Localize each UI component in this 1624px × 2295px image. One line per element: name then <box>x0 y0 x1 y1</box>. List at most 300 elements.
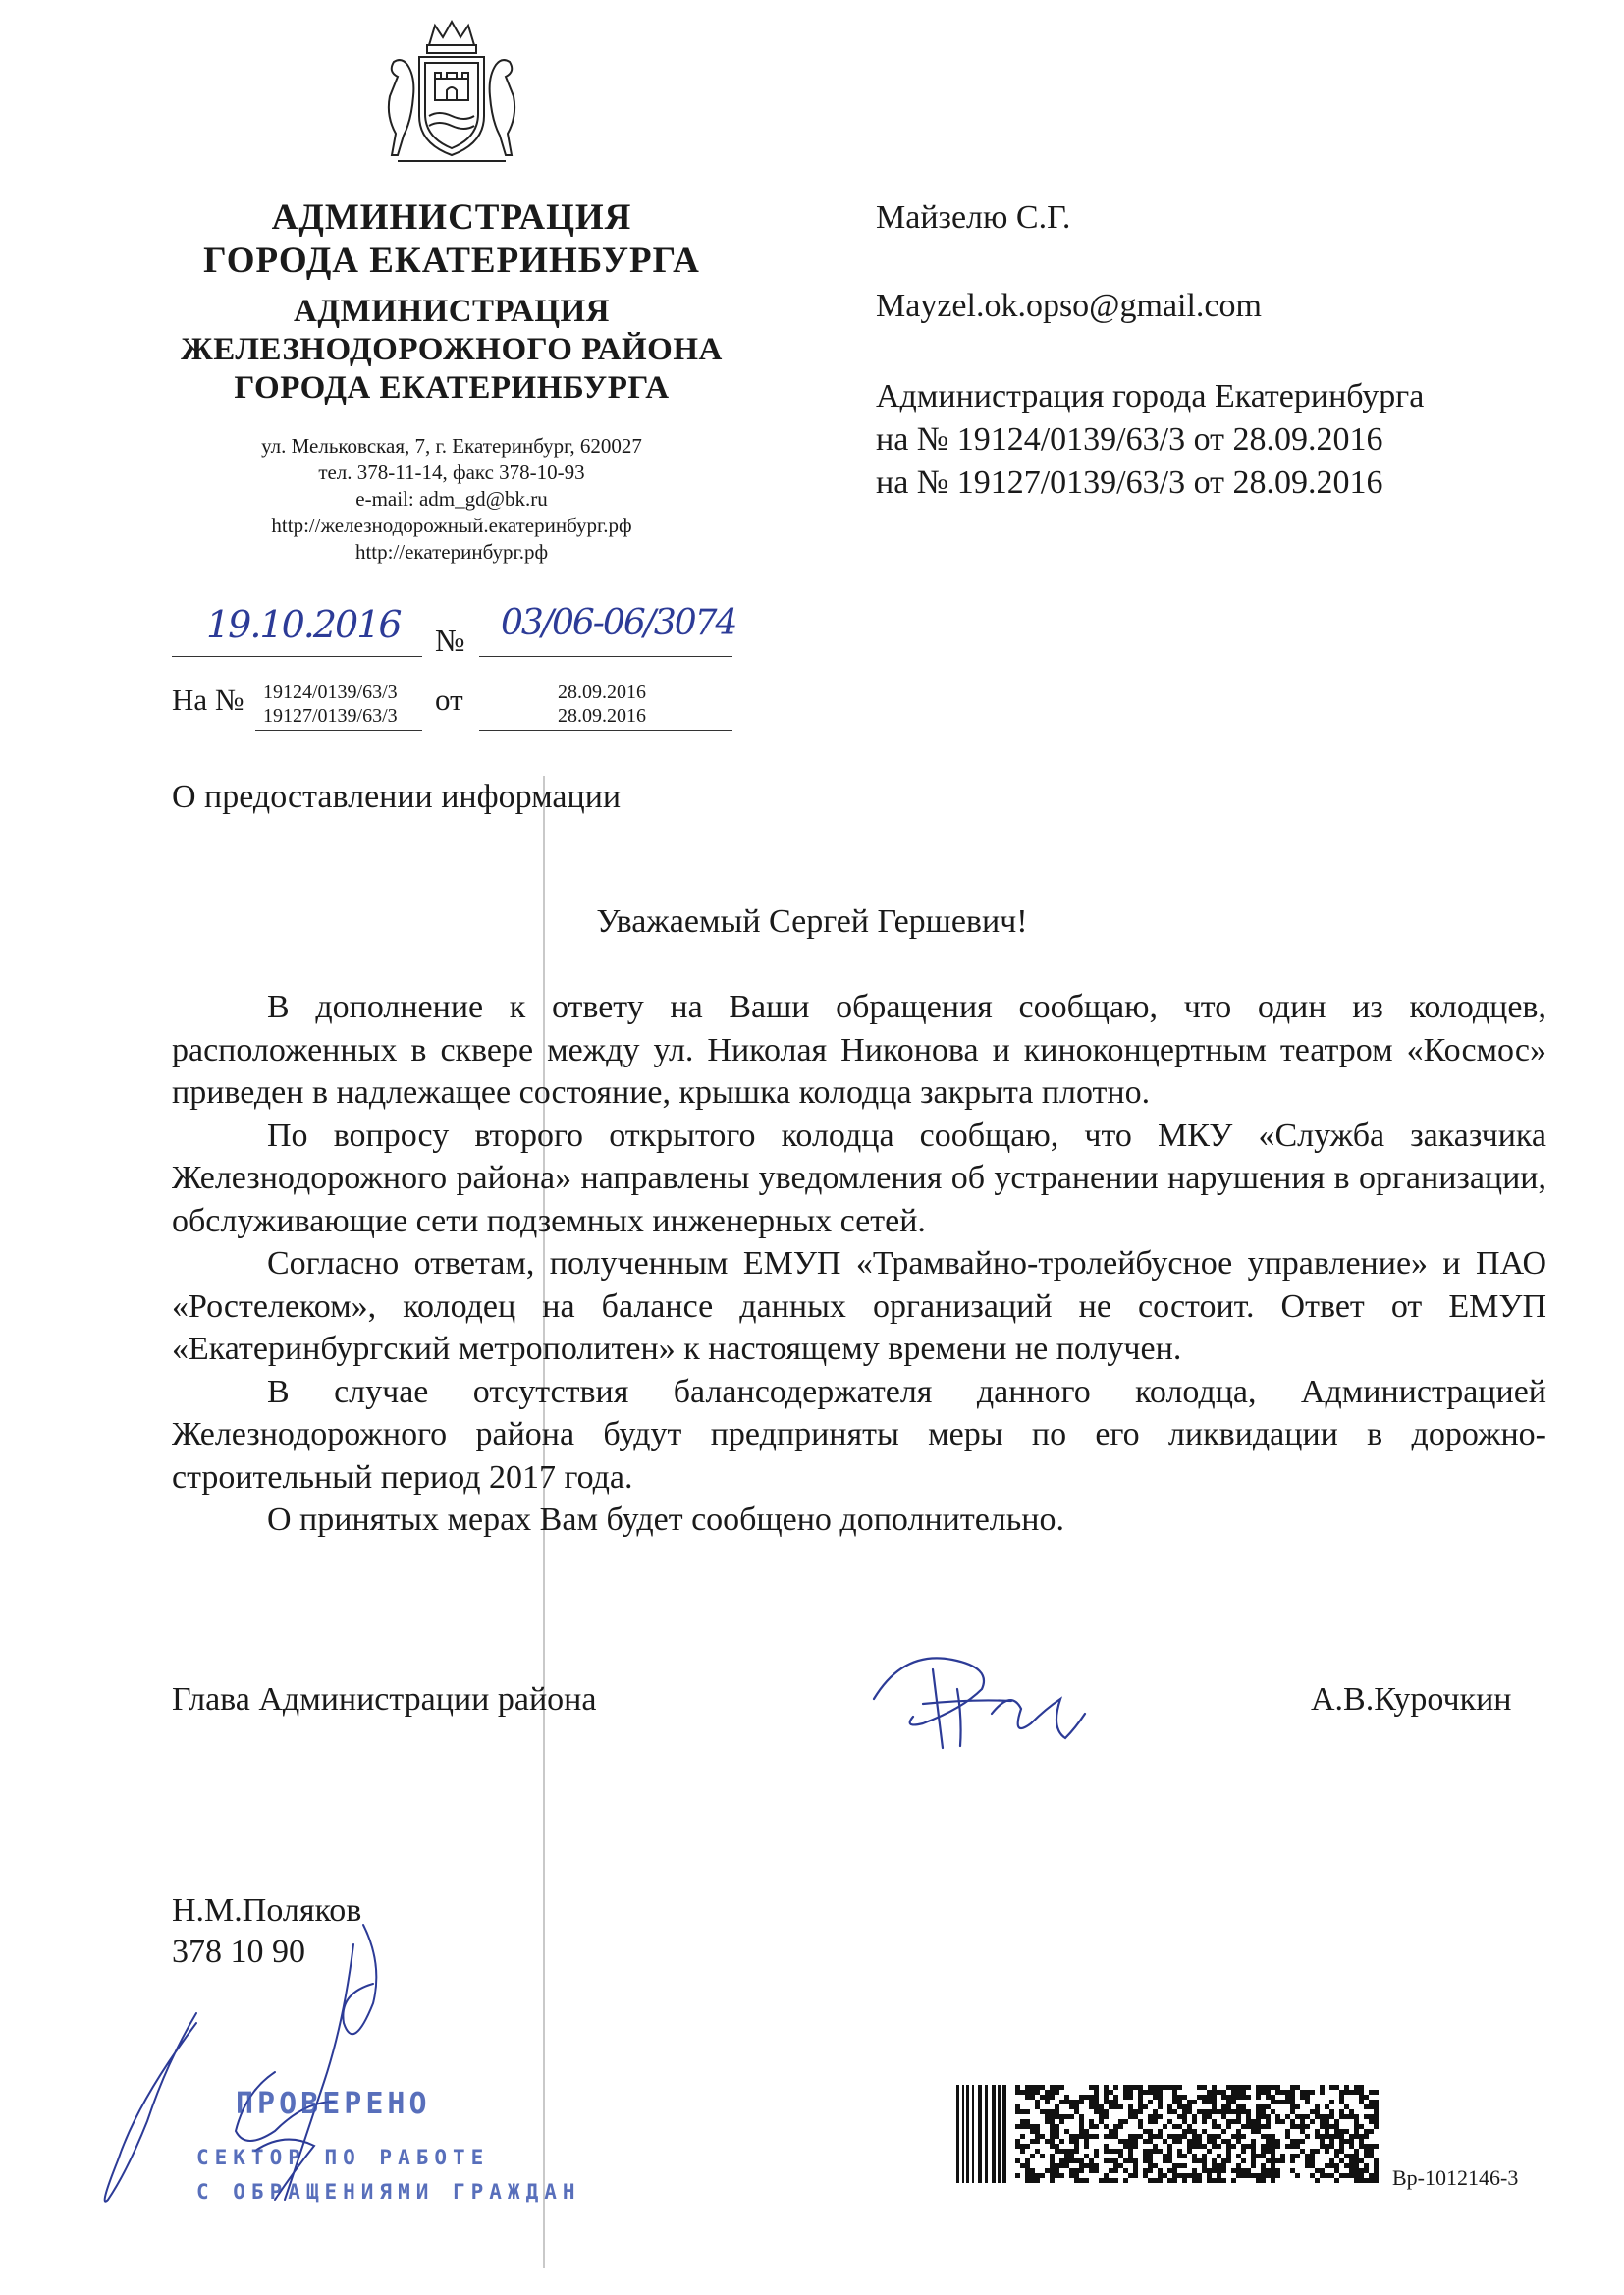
org-name-line1: АДМИНИСТРАЦИЯ <box>271 197 632 238</box>
barcode-module <box>1187 2173 1192 2178</box>
barcode-module <box>1325 2134 1329 2139</box>
barcode-module <box>1153 2178 1158 2183</box>
barcode-module <box>1197 2158 1202 2163</box>
barcode-module <box>1099 2114 1104 2119</box>
barcode-module <box>1212 2104 1217 2109</box>
barcode-module <box>1329 2163 1334 2168</box>
barcode-module <box>1128 2104 1133 2109</box>
barcode-module <box>1187 2109 1192 2114</box>
barcode-module <box>1050 2168 1055 2173</box>
barcode-module <box>1143 2139 1148 2144</box>
barcode-module <box>1113 2158 1118 2163</box>
barcode-module <box>1030 2168 1035 2173</box>
barcode-module <box>1246 2109 1251 2114</box>
barcode-module <box>1207 2173 1212 2178</box>
barcode-module <box>1212 2109 1217 2114</box>
barcode-module <box>1325 2173 1329 2178</box>
barcode-module <box>1374 2109 1379 2114</box>
barcode-module <box>1192 2119 1197 2124</box>
barcode-module <box>1212 2158 1217 2163</box>
barcode-module <box>1123 2119 1128 2124</box>
barcode-module <box>1310 2149 1315 2154</box>
barcode-module <box>1329 2109 1334 2114</box>
barcode-module <box>1212 2119 1217 2124</box>
barcode-module <box>1177 2104 1182 2109</box>
barcode-module <box>1261 2154 1266 2158</box>
barcode-module <box>1040 2095 1045 2100</box>
barcode-module <box>1025 2090 1030 2095</box>
barcode-module <box>1109 2134 1113 2139</box>
barcode-module <box>1275 2100 1280 2104</box>
barcode-module <box>1113 2163 1118 2168</box>
body-paragraph: Согласно ответам, полученным ЕМУП «Трамвайно-тролейбусное управление» и ПАО «Ростелеком», колодец на балансе данных организаций не состоит. Ответ от ЕМУП «Екатеринбургский метрополитен» к настоящему времени не получен. <box>172 1245 1546 1367</box>
barcode-module <box>1261 2090 1266 2095</box>
barcode-module <box>1369 2144 1374 2149</box>
barcode-module <box>1217 2163 1221 2168</box>
barcode-module <box>1089 2163 1094 2168</box>
barcode-module <box>1359 2173 1364 2178</box>
barcode-module <box>1094 2163 1099 2168</box>
barcode-module <box>1182 2109 1187 2114</box>
barcode-module <box>1354 2085 1359 2090</box>
stamp-line-1: ПРОВЕРЕНО <box>236 2087 431 2121</box>
barcode-module <box>1138 2095 1143 2100</box>
barcode-module <box>1354 2163 1359 2168</box>
barcode-module <box>1079 2100 1084 2104</box>
barcode-module <box>1015 2158 1020 2163</box>
barcode-module <box>1231 2119 1236 2124</box>
barcode-module <box>1290 2095 1295 2100</box>
barcode-module <box>1163 2124 1167 2129</box>
barcode-module <box>1055 2144 1059 2149</box>
barcode-module <box>1217 2178 1221 2183</box>
barcode-module <box>1148 2114 1153 2119</box>
barcode-module <box>1167 2158 1172 2163</box>
barcode-module <box>1138 2134 1143 2139</box>
barcode-module <box>1354 2119 1359 2124</box>
barcode-bar <box>978 2085 982 2183</box>
barcode-module <box>1035 2173 1040 2178</box>
in-reply-label: На № <box>172 683 244 717</box>
letterhead-site-1: http://железнодорожный.екатеринбург.рф <box>271 514 632 537</box>
barcode-module <box>1104 2149 1109 2154</box>
barcode-module <box>1118 2119 1123 2124</box>
barcode-module <box>1055 2085 1059 2090</box>
barcode-module <box>1231 2134 1236 2139</box>
barcode-module <box>1104 2173 1109 2178</box>
barcode-module <box>1256 2178 1261 2183</box>
body-paragraph: В случае отсутствия балансодержателя данного колодца, Администрацией Железнодорожного района будут предприняты меры по его ликвидации в дорожно-строительный период 2017 года. <box>172 1373 1546 1496</box>
barcode-module <box>1055 2090 1059 2095</box>
barcode-module <box>1256 2114 1261 2119</box>
barcode-module <box>1374 2119 1379 2124</box>
barcode-module <box>1128 2109 1133 2114</box>
barcode-module <box>1104 2109 1109 2114</box>
barcode-module <box>1094 2109 1099 2114</box>
barcode-module <box>1128 2090 1133 2095</box>
barcode-module <box>1109 2158 1113 2163</box>
barcode-module <box>1050 2119 1055 2124</box>
barcode-module <box>1354 2090 1359 2095</box>
barcode-module <box>1339 2173 1344 2178</box>
org-name <box>128 196 776 283</box>
barcode-module <box>1123 2090 1128 2095</box>
barcode-module <box>1236 2129 1241 2134</box>
barcode-module <box>1212 2090 1217 2095</box>
barcode-module <box>1236 2104 1241 2109</box>
barcode-icon <box>956 2085 1379 2183</box>
barcode-module <box>1354 2129 1359 2134</box>
barcode-module <box>1285 2114 1290 2119</box>
barcode-module <box>1123 2085 1128 2090</box>
barcode-module <box>1290 2124 1295 2129</box>
barcode-module <box>1104 2124 1109 2129</box>
barcode-module <box>1020 2144 1025 2149</box>
barcode-module <box>1231 2168 1236 2173</box>
barcode-module <box>1133 2109 1138 2114</box>
barcode-module <box>1118 2124 1123 2129</box>
barcode-module <box>1123 2144 1128 2149</box>
barcode-module <box>1246 2124 1251 2129</box>
barcode-module <box>1167 2109 1172 2114</box>
barcode-module <box>1045 2168 1050 2173</box>
addressee-name: Майзелю С.Г. <box>876 199 1071 236</box>
barcode-module <box>1064 2163 1069 2168</box>
barcode-module <box>1275 2144 1280 2149</box>
barcode-module <box>1104 2134 1109 2139</box>
barcode-module <box>1177 2134 1182 2139</box>
barcode-module <box>1133 2168 1138 2173</box>
barcode-module <box>1128 2149 1133 2154</box>
barcode-module <box>1271 2163 1275 2168</box>
barcode-module <box>1339 2090 1344 2095</box>
barcode-module <box>1158 2173 1163 2178</box>
barcode-module <box>1050 2134 1055 2139</box>
barcode-module <box>1285 2144 1290 2149</box>
barcode-module <box>1025 2085 1030 2090</box>
barcode-module <box>1339 2134 1344 2139</box>
barcode-module <box>1241 2090 1246 2095</box>
barcode-module <box>1275 2168 1280 2173</box>
barcode-module <box>1364 2163 1369 2168</box>
barcode-bar <box>962 2085 964 2183</box>
barcode-module <box>1025 2124 1030 2129</box>
barcode-module <box>1128 2173 1133 2178</box>
barcode-module <box>1202 2095 1207 2100</box>
barcode-module <box>1069 2173 1074 2178</box>
barcode-module <box>1030 2095 1035 2100</box>
executor-phone: 378 10 90 <box>172 1934 305 1970</box>
barcode-module <box>1256 2095 1261 2100</box>
from-label: от <box>435 683 463 717</box>
barcode-module <box>1236 2119 1241 2124</box>
outgoing-number: 03/06-06/3074 <box>501 603 736 643</box>
barcode-module <box>1118 2154 1123 2158</box>
barcode-module <box>1354 2134 1359 2139</box>
barcode-module <box>1055 2104 1059 2109</box>
barcode-module <box>1153 2109 1158 2114</box>
barcode-module <box>1050 2090 1055 2095</box>
barcode-module <box>1344 2090 1349 2095</box>
letterhead-site-2: http://екатеринбург.рф <box>354 540 549 564</box>
in-reply-date-2: 28.09.2016 <box>558 705 646 727</box>
barcode-module <box>1089 2085 1094 2090</box>
barcode-module <box>1020 2149 1025 2154</box>
barcode-module <box>1266 2124 1271 2129</box>
barcode-module <box>1236 2109 1241 2114</box>
barcode-module <box>1251 2144 1256 2149</box>
barcode-module <box>1369 2114 1374 2119</box>
barcode-module <box>1354 2114 1359 2119</box>
barcode-module <box>1015 2085 1020 2090</box>
barcode-module <box>1339 2109 1344 2114</box>
barcode-module <box>1295 2173 1300 2178</box>
barcode-module <box>1133 2144 1138 2149</box>
barcode-module <box>1221 2114 1226 2119</box>
barcode-module <box>1226 2154 1231 2158</box>
barcode-module <box>1025 2173 1030 2178</box>
barcode-module <box>1339 2149 1344 2154</box>
barcode-module <box>1089 2104 1094 2109</box>
barcode-module <box>1207 2114 1212 2119</box>
barcode-module <box>1359 2158 1364 2163</box>
barcode-module <box>1212 2124 1217 2129</box>
barcode-module <box>1310 2173 1315 2178</box>
barcode-module <box>1059 2085 1064 2090</box>
barcode-module <box>1256 2154 1261 2158</box>
barcode-module <box>1334 2168 1339 2173</box>
barcode-module <box>1182 2154 1187 2158</box>
barcode-module <box>1094 2104 1099 2109</box>
barcode-module <box>1359 2134 1364 2139</box>
barcode-module <box>1020 2134 1025 2139</box>
barcode-module <box>1217 2168 1221 2173</box>
barcode-module <box>1334 2124 1339 2129</box>
barcode-module <box>1256 2090 1261 2095</box>
barcode-module <box>1280 2090 1285 2095</box>
barcode-module <box>1305 2163 1310 2168</box>
barcode-module <box>1271 2109 1275 2114</box>
barcode-module <box>1074 2139 1079 2144</box>
barcode-module <box>1187 2124 1192 2129</box>
barcode-module <box>1221 2095 1226 2100</box>
barcode-module <box>1015 2139 1020 2144</box>
barcode-module <box>1339 2100 1344 2104</box>
barcode-module <box>1133 2114 1138 2119</box>
barcode-module <box>1015 2124 1020 2129</box>
barcode-module <box>1251 2154 1256 2158</box>
barcode-module <box>1104 2158 1109 2163</box>
barcode-module <box>1059 2173 1064 2178</box>
barcode-module <box>1020 2090 1025 2095</box>
barcode-module <box>1217 2109 1221 2114</box>
number-label: № <box>435 623 465 658</box>
barcode-module <box>1349 2168 1354 2173</box>
barcode-module <box>1094 2149 1099 2154</box>
barcode-module <box>1074 2104 1079 2109</box>
dept-name-line3: ГОРОДА ЕКАТЕРИНБУРГА <box>234 370 670 406</box>
barcode-module <box>1349 2173 1354 2178</box>
barcode-module <box>1113 2149 1118 2154</box>
barcode-module <box>1035 2134 1040 2139</box>
barcode-module <box>1059 2163 1064 2168</box>
barcode-module <box>1325 2144 1329 2149</box>
barcode-module <box>1334 2163 1339 2168</box>
barcode-module <box>1236 2090 1241 2095</box>
barcode-module <box>1256 2104 1261 2109</box>
barcode-module <box>1364 2154 1369 2158</box>
barcode-module <box>1344 2154 1349 2158</box>
barcode-module <box>1167 2119 1172 2124</box>
barcode-module <box>1148 2134 1153 2139</box>
barcode-module <box>1290 2168 1295 2173</box>
barcode-module <box>1364 2129 1369 2134</box>
barcode-module <box>1050 2114 1055 2119</box>
barcode-module <box>1231 2095 1236 2100</box>
barcode-module <box>1315 2134 1320 2139</box>
barcode-module <box>1123 2139 1128 2144</box>
barcode-module <box>1261 2173 1266 2178</box>
barcode-module <box>1212 2100 1217 2104</box>
barcode-module <box>1084 2129 1089 2134</box>
barcode-module <box>1055 2124 1059 2129</box>
barcode-module <box>1113 2168 1118 2173</box>
org-name-line2: ГОРОДА ЕКАТЕРИНБУРГА <box>203 241 700 281</box>
barcode-module <box>1158 2178 1163 2183</box>
barcode-module <box>1359 2144 1364 2149</box>
barcode-module <box>1226 2095 1231 2100</box>
barcode-module <box>1305 2158 1310 2163</box>
barcode-module <box>1202 2119 1207 2124</box>
barcode-module <box>1295 2104 1300 2109</box>
barcode-module <box>1177 2163 1182 2168</box>
barcode-module <box>1310 2163 1315 2168</box>
barcode-module <box>1305 2134 1310 2139</box>
barcode-module <box>1369 2178 1374 2183</box>
barcode-module <box>1344 2085 1349 2090</box>
barcode-module <box>1374 2090 1379 2095</box>
barcode-module <box>1025 2095 1030 2100</box>
barcode-module <box>1148 2163 1153 2168</box>
barcode-module <box>1148 2168 1153 2173</box>
barcode-module <box>1271 2173 1275 2178</box>
barcode-module <box>1109 2178 1113 2183</box>
barcode-module <box>1050 2163 1055 2168</box>
barcode-module <box>1158 2085 1163 2090</box>
barcode-module <box>1339 2129 1344 2134</box>
barcode-module <box>1158 2168 1163 2173</box>
barcode-module <box>1310 2158 1315 2163</box>
barcode-module <box>1113 2134 1118 2139</box>
barcode-module <box>1236 2114 1241 2119</box>
barcode-module <box>1192 2158 1197 2163</box>
barcode-module <box>1212 2095 1217 2100</box>
barcode-module <box>1261 2149 1266 2154</box>
barcode-module <box>1339 2144 1344 2149</box>
barcode-module <box>1349 2163 1354 2168</box>
barcode-module <box>1285 2129 1290 2134</box>
barcode-module <box>1099 2178 1104 2183</box>
barcode-module <box>1025 2168 1030 2173</box>
barcode-module <box>1079 2124 1084 2129</box>
barcode-module <box>1261 2124 1266 2129</box>
barcode-module <box>1015 2090 1020 2095</box>
barcode-module <box>1138 2085 1143 2090</box>
barcode-module <box>1261 2134 1266 2139</box>
barcode-module <box>1187 2149 1192 2154</box>
barcode-module <box>1329 2144 1334 2149</box>
barcode-module <box>1226 2139 1231 2144</box>
barcode-module <box>1182 2095 1187 2100</box>
barcode-module <box>1084 2154 1089 2158</box>
barcode-module <box>1172 2124 1177 2129</box>
barcode-module <box>1094 2090 1099 2095</box>
barcode-module <box>1295 2124 1300 2129</box>
barcode-module <box>1084 2095 1089 2100</box>
barcode-module <box>1246 2173 1251 2178</box>
barcode-module <box>1167 2144 1172 2149</box>
barcode-module <box>1364 2114 1369 2119</box>
barcode-module <box>1113 2104 1118 2109</box>
barcode-module <box>1177 2100 1182 2104</box>
barcode-module <box>1207 2178 1212 2183</box>
barcode-module <box>1374 2168 1379 2173</box>
body-paragraph: О принятых мерах Вам будет сообщено дополнительно. <box>267 1502 1064 1538</box>
barcode-module <box>1261 2114 1266 2119</box>
barcode-module <box>1369 2100 1374 2104</box>
barcode-module <box>1148 2100 1153 2104</box>
barcode-module <box>1177 2114 1182 2119</box>
barcode-module <box>1094 2134 1099 2139</box>
barcode-module <box>1290 2104 1295 2109</box>
barcode-module <box>1163 2154 1167 2158</box>
barcode-module <box>1084 2163 1089 2168</box>
barcode-module <box>1030 2085 1035 2090</box>
barcode-module <box>1045 2114 1050 2119</box>
barcode-module <box>1197 2134 1202 2139</box>
barcode-module <box>1236 2085 1241 2090</box>
letterhead-phone: тел. 378-11-14, факс 378-10-93 <box>318 461 585 484</box>
barcode-module <box>1084 2178 1089 2183</box>
barcode-module <box>1285 2095 1290 2100</box>
barcode-module <box>1275 2139 1280 2144</box>
barcode-module <box>1246 2168 1251 2173</box>
barcode-module <box>1172 2173 1177 2178</box>
barcode-module <box>1148 2090 1153 2095</box>
barcode-module <box>1275 2158 1280 2163</box>
barcode-module <box>1163 2139 1167 2144</box>
barcode-module <box>1202 2158 1207 2163</box>
barcode-module <box>1217 2154 1221 2158</box>
barcode-module <box>1207 2095 1212 2100</box>
barcode-module <box>1339 2095 1344 2100</box>
barcode-module <box>1251 2129 1256 2134</box>
barcode-module <box>1182 2173 1187 2178</box>
barcode-module <box>1349 2139 1354 2144</box>
barcode-module <box>1226 2144 1231 2149</box>
barcode-module <box>1320 2134 1325 2139</box>
barcode-module <box>1163 2173 1167 2178</box>
barcode-module <box>1231 2144 1236 2149</box>
barcode-module <box>1167 2104 1172 2109</box>
barcode-module <box>1285 2134 1290 2139</box>
barcode-module <box>1266 2158 1271 2163</box>
barcode-module <box>1118 2104 1123 2109</box>
barcode-module <box>1359 2090 1364 2095</box>
barcode-module <box>1364 2104 1369 2109</box>
barcode-module <box>1177 2139 1182 2144</box>
barcode-module <box>1329 2085 1334 2090</box>
